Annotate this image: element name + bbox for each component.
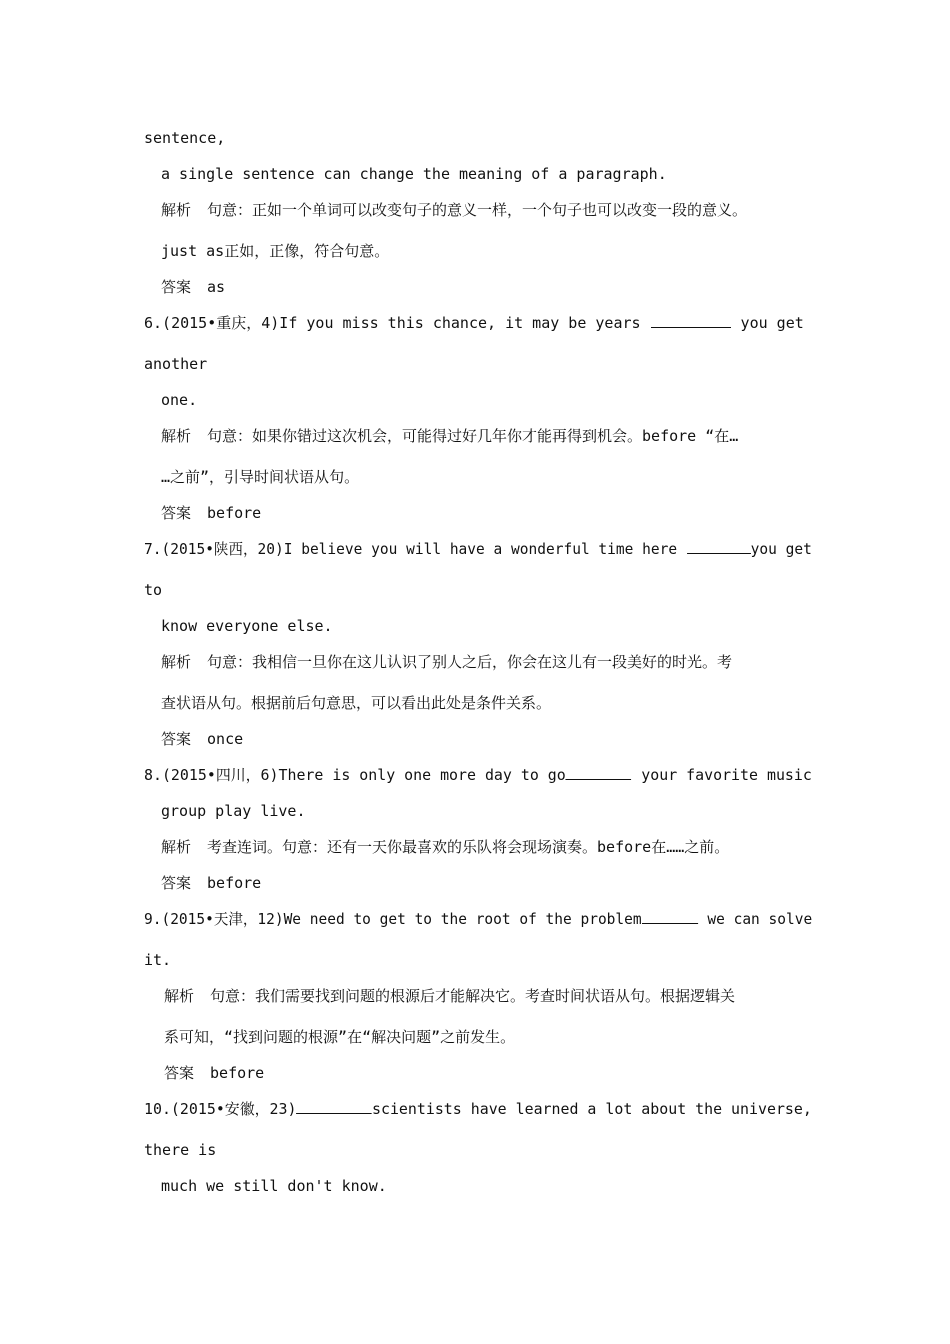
analysis-line: just as正如，正像，符合句意。 (161, 242, 390, 260)
analysis-text: 句意：我相信一旦你在这儿认识了别人之后，你会在这儿有一段美好的时光。考 (207, 653, 733, 671)
answer-text: as (207, 278, 226, 296)
answer-line (161, 277, 225, 297)
answer-text: before (207, 874, 262, 892)
stem-text: 8.(2015•四川，6)There is only one more day to go (144, 766, 566, 784)
question-stem (144, 539, 812, 559)
answer-label: 答案 (164, 1064, 195, 1082)
analysis-text: 考查连词。句意：还有一天你最喜欢的乐队将会现场演奏。before在……之前。 (207, 838, 730, 856)
analysis-text: 句意：正如一个单词可以改变句子的意义一样，一个句子也可以改变一段的意义。 (207, 201, 748, 219)
analysis-text: 句意：我们需要找到问题的根源后才能解决它。考查时间状语从句。根据逻辑关 (210, 987, 736, 1005)
answer-text: before (207, 504, 262, 522)
answer-line (161, 873, 261, 893)
analysis-line (161, 652, 732, 672)
analysis-label: 解析 (161, 653, 192, 671)
stem-text: 7.(2015•陕西，20)I believe you will have a wonderful time here (144, 540, 678, 558)
analysis-text: 句意：如果你错过这次机会，可能得过好几年你才能再得到机会。before “在… (207, 427, 739, 445)
text-line: another (144, 355, 208, 373)
analysis-label: 解析 (164, 987, 195, 1005)
text-line: group play live. (161, 802, 306, 820)
stem-text: we can solve (707, 910, 813, 928)
stem-text: scientists have learned a lot about the universe, (371, 1100, 812, 1118)
analysis-line (161, 200, 747, 220)
text-line: it. (144, 951, 172, 969)
text-line: know everyone else. (161, 617, 333, 635)
analysis-label: 解析 (161, 427, 192, 445)
text-line: sentence, (144, 129, 226, 147)
answer-label: 答案 (161, 278, 192, 296)
analysis-line (164, 986, 735, 1006)
analysis-line: 查状语从句。根据前后句意思，可以看出此处是条件关系。 (161, 694, 552, 712)
answer-label: 答案 (161, 730, 192, 748)
text-line: to (144, 581, 163, 599)
answer-blank (687, 539, 751, 554)
analysis-line: …之前”，引导时间状语从句。 (161, 468, 360, 486)
question-stem (144, 313, 804, 333)
answer-blank (642, 909, 698, 924)
analysis-label: 解析 (161, 838, 192, 856)
analysis-line (161, 837, 729, 857)
stem-text: 9.(2015•天津，12)We need to get to the root of the problem (144, 910, 642, 928)
stem-text: you get (750, 540, 812, 558)
answer-line (161, 503, 261, 523)
answer-blank (296, 1099, 372, 1114)
stem-text: 10.(2015•安徽，23) (144, 1100, 297, 1118)
answer-text: once (207, 730, 244, 748)
answer-blank (566, 765, 632, 780)
answer-label: 答案 (161, 504, 192, 522)
analysis-line: 系可知，“找到问题的根源”在“解决问题”之前发生。 (164, 1028, 516, 1046)
text-line: a single sentence can change the meaning of a paragraph. (161, 165, 667, 183)
stem-text: you get (740, 314, 804, 332)
answer-label: 答案 (161, 874, 192, 892)
question-stem (144, 909, 812, 929)
analysis-line (161, 426, 738, 446)
answer-blank (651, 313, 731, 328)
question-stem (144, 1099, 812, 1119)
analysis-label: 解析 (161, 201, 192, 219)
answer-text: before (210, 1064, 265, 1082)
text-line: much we still don't know. (161, 1177, 387, 1195)
answer-line (164, 1063, 264, 1083)
text-line: there is (144, 1141, 217, 1159)
answer-line (161, 729, 243, 749)
question-stem (144, 765, 812, 785)
text-line: one. (161, 391, 198, 409)
stem-text: your favorite music (641, 766, 812, 784)
stem-text: 6.(2015•重庆，4)If you miss this chance, it may be years (144, 314, 641, 332)
